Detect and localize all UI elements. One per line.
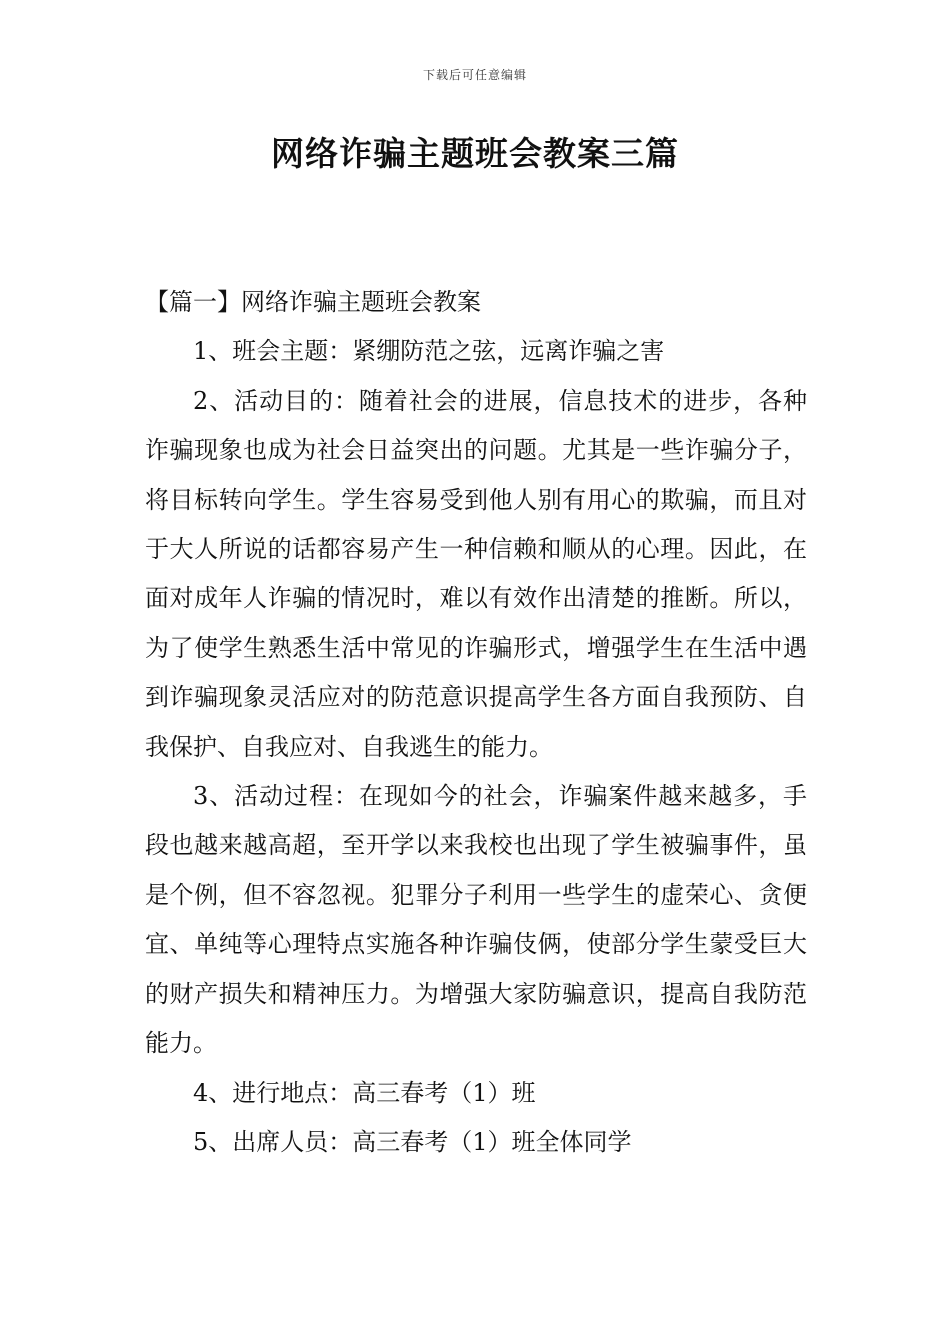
paragraph-location: 4、进行地点：高三春考（1）班 bbox=[193, 1078, 536, 1107]
paragraph-attendees: 5、出席人员：高三春考（1）班全体同学 bbox=[193, 1127, 632, 1156]
document-body bbox=[145, 278, 807, 1167]
paragraph-activity-process: 3、活动过程：在现如今的社会，诈骗案件越来越多，手段也越来越高超，至开学以来我校也出现了学生被骗事件，虽是个例，但不容忽视。犯罪分子利用一些学生的虚荣心、贪便宜、单纯等心理特点实施各种诈骗伎俩，使部分学生蒙受巨大的财产损失和精神压力。为增强大家防骗意识，提高自我防范能力。 bbox=[145, 782, 807, 1058]
header-note: 下载后可任意编辑 bbox=[422, 68, 527, 82]
document-title: 网络诈骗主题班会教案三篇 bbox=[271, 134, 679, 173]
paragraph-activity-purpose: 2、活动目的：随着社会的进展，信息技术的进步，各种诈骗现象也成为社会日益突出的问题。尤其是一些诈骗分子，将目标转向学生。学生容易受到他人别有用心的欺骗，而且对于大人所说的话都容易产生一种信赖和顺从的心理。因此，在面对成年人诈骗的情况时，难以有效作出清楚的推断。所以，为了使学生熟悉生活中常见的诈骗形式，增强学生在生活中遇到诈骗现象灵活应对的防范意识提高学生各方面自我预防、自我保护、自我应对、自我逃生的能力。 bbox=[145, 386, 807, 761]
paragraph-class-theme: 1、班会主题：紧绷防范之弦，远离诈骗之害 bbox=[193, 337, 665, 366]
section-heading: 【篇一】网络诈骗主题班会教案 bbox=[145, 288, 481, 316]
